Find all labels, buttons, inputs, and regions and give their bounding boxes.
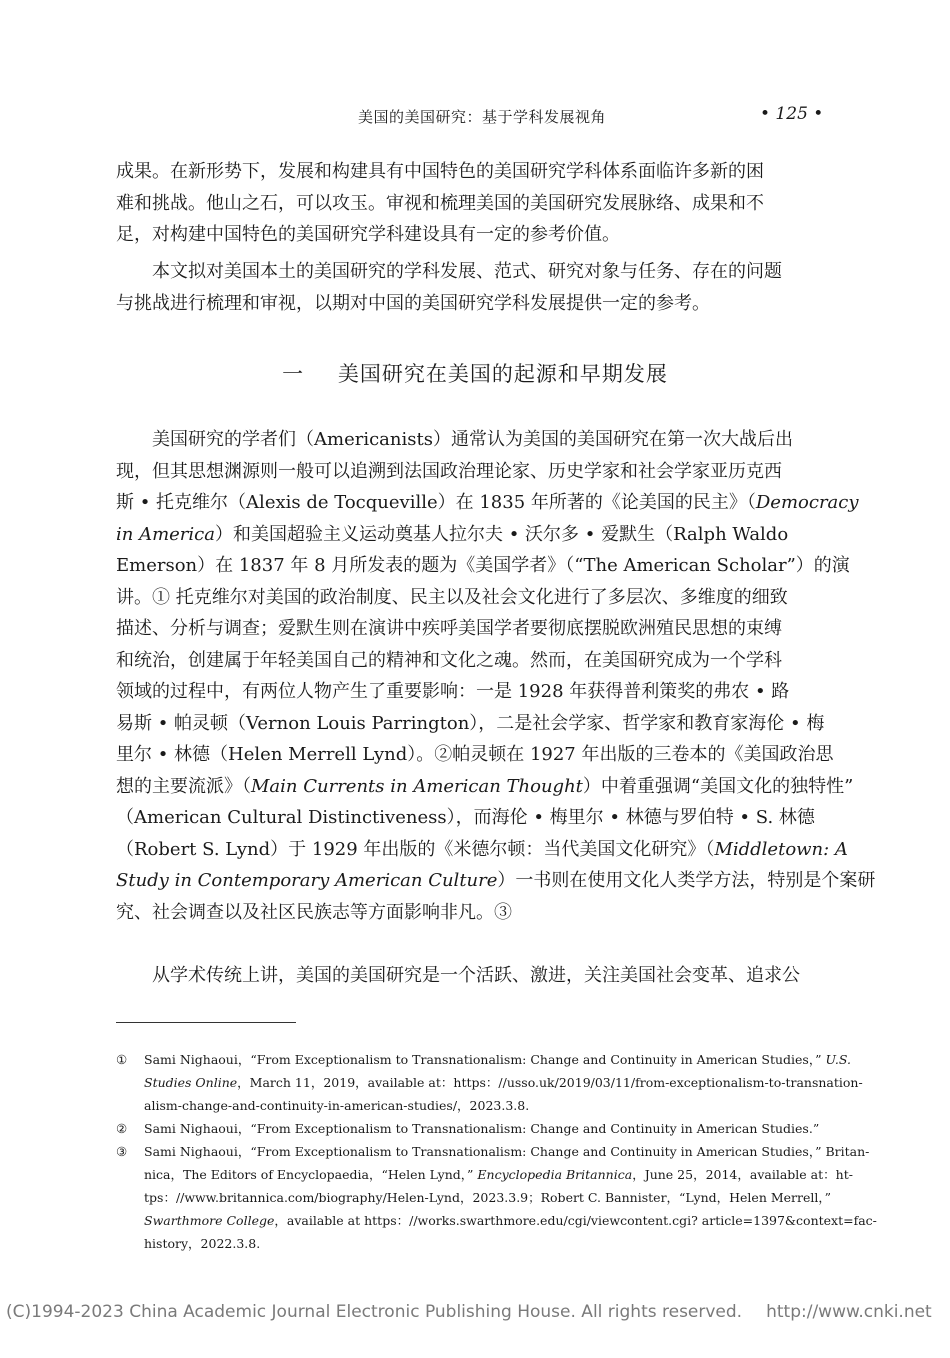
- running-header: [0, 106, 950, 130]
- text-line: 本文拟对美国本土的美国研究的学科发展、范式、研究对象与任务、存在的问题: [152, 261, 782, 282]
- page-number: • 125 •: [760, 104, 824, 124]
- text-line: 美国研究的学者们（Americanists）通常认为美国的美国研究在第一次大战后出: [152, 429, 793, 450]
- footnote-divider: [116, 1022, 296, 1023]
- text-line: 成果。在新形势下，发展和构建具有中国特色的美国研究学科体系面临许多新的困: [116, 161, 764, 182]
- footnote-line: Sami Nighaoui，“From Exceptionalism to Transnationalism: Change and Continuity in American Studies.”: [144, 1121, 820, 1136]
- text-run: ）中着重强调“美国文化的独特性”: [582, 775, 854, 797]
- purpose-paragraph: [116, 256, 838, 319]
- text-run: 斯 • 托克维尔（Alexis de Tocqueville）在 1835 年所著的《论美国的民主》（: [116, 492, 756, 513]
- text-line: 易斯 • 帕灵顿（Vernon Louis Parrington），二是社会学家、哲学家和教育家海伦 • 梅: [116, 712, 825, 734]
- footnote-line: [144, 1163, 853, 1186]
- text-run: ，March 11，2019，available at：https：//usso.uk/2019/03/11/from-exceptionalism-to-transnation-: [237, 1075, 863, 1090]
- text-run: ，available at https：//works.swarthmore.edu/cgi/viewcontent.cgi? article=1397&context=fac-: [274, 1213, 877, 1228]
- text-run: （Robert S. Lynd）于 1929 年出版的《米德尔顿：当代美国文化研究》（: [116, 838, 715, 860]
- text-run: 想的主要流派》（: [116, 775, 251, 797]
- italic-title: Middletown: A: [714, 838, 848, 860]
- text-line: 里尔 • 林德（Helen Merrell Lynd）。②帕灵顿在 1927 年出版的三卷本的《美国政治思: [116, 744, 834, 765]
- footnote-line: [144, 1048, 851, 1071]
- footnote-line: Sami Nighaoui，“From Exceptionalism to Transnationalism: Change and Continuity in American Studies，” Britan-: [144, 1144, 870, 1159]
- text-line: 足，对构建中国特色的美国研究学科建设具有一定的参考价值。: [116, 224, 620, 245]
- footnote-mark: ②: [116, 1121, 128, 1136]
- footnote-body: [144, 1048, 863, 1117]
- text-line: 描述、分析与调查；爱默生则在演讲中疾呼美国学者要彻底摆脱欧洲殖民思想的束缚: [116, 618, 782, 639]
- text-line: （American Cultural Distinctiveness），而海伦 • 梅里尔 • 林德与罗伯特 • S. 林德: [116, 807, 815, 828]
- text-line: [116, 771, 854, 803]
- copyright-text: (C)1994-2023 China Academic Journal Electronic Publishing House. All rights reserved.: [6, 1302, 743, 1322]
- italic-title: U.S.: [825, 1052, 851, 1067]
- text-line: 现，但其思想渊源则一般可以追溯到法国政治理论家、历史学家和社会学家亚历克西: [116, 460, 782, 482]
- footnote-line: history，2022.3.8.: [144, 1236, 261, 1251]
- running-title: 美国的美国研究：基于学科发展视角: [358, 108, 607, 126]
- text-line: 究、社会调查以及社区民族志等方面影响非凡。③: [116, 901, 512, 923]
- copyright-watermark: [6, 1302, 950, 1322]
- text-run: nica，The Editors of Encyclopaedia，“Helen Lynd，”: [144, 1167, 478, 1182]
- footnote-3: [116, 1140, 877, 1260]
- text-line: 和统治，创建属于年轻美国自己的精神和文化之魂。然而，在美国研究成为一个学科: [116, 649, 782, 671]
- text-line: 从学术传统上讲，美国的美国研究是一个活跃、激进，关注美国社会变革、追求公: [152, 965, 800, 986]
- text-run: ，June 25，2014，available at：ht-: [632, 1167, 853, 1182]
- closing-paragraph: [116, 960, 838, 992]
- text-line: [116, 834, 848, 866]
- text-line: [116, 487, 859, 519]
- footnote-line: alism-change-and-continuity-in-american-studies/，2023.3.8.: [144, 1098, 530, 1113]
- text-line: [116, 865, 876, 897]
- italic-title: in America: [116, 523, 215, 545]
- text-line: Emerson）在 1837 年 8 月所发表的题为《美国学者》（“The American Scholar”）的演: [116, 555, 850, 576]
- footnote-1: [116, 1048, 863, 1118]
- copyright-url[interactable]: http://www.cnki.net: [766, 1302, 932, 1322]
- text-run: ）一书则在使用文化人类学方法，特别是个案研: [497, 870, 876, 891]
- italic-title: Swarthmore College: [144, 1213, 275, 1228]
- footnote-line: [144, 1071, 863, 1094]
- footnote-line: [144, 1209, 877, 1232]
- footnote-2: [116, 1117, 838, 1141]
- footnote-mark: ③: [116, 1144, 128, 1159]
- section-number: 一: [282, 362, 305, 386]
- footnote-body: [144, 1140, 877, 1255]
- text-line: [116, 519, 838, 551]
- text-run: Sami Nighaoui，“From Exceptionalism to Transnationalism: Change and Continuity in American Studies，”: [144, 1052, 826, 1067]
- footnote-line: tps：//www.britannica.com/biography/Helen-Lynd，2023.3.9；Robert C. Bannister，“Lynd，Helen Merrell，”: [144, 1190, 832, 1205]
- body-paragraph: [116, 424, 876, 928]
- text-line: 与挑战进行梳理和审视，以期对中国的美国研究学科发展提供一定的参考。: [116, 292, 710, 314]
- text-line: 讲。① 托克维尔对美国的政治制度、民主以及社会文化进行了多层次、多维度的细致: [116, 586, 788, 608]
- section-title: 美国研究在美国的起源和早期发展: [337, 362, 668, 386]
- italic-title: Studies Online: [144, 1075, 238, 1090]
- italic-title: Main Currents in American Thought: [251, 775, 583, 797]
- italic-title: Encyclopedia Britannica: [477, 1167, 633, 1182]
- text-run: ）和美国超验主义运动奠基人拉尔夫 • 沃尔多 • 爱默生（Ralph Waldo: [214, 523, 789, 545]
- text-line: 领域的过程中，有两位人物产生了重要影响：一是 1928 年获得普利策奖的弗农 • 路: [116, 681, 790, 702]
- text-line: 难和挑战。他山之石，可以攻玉。审视和梳理美国的美国研究发展脉络、成果和不: [116, 192, 764, 214]
- italic-title: Study in Contemporary American Culture: [116, 870, 498, 891]
- intro-paragraph: [116, 156, 838, 251]
- italic-title: Democracy: [755, 492, 859, 513]
- footnote-body: [144, 1117, 838, 1140]
- footnote-mark: ①: [116, 1052, 128, 1067]
- section-heading: [0, 358, 950, 388]
